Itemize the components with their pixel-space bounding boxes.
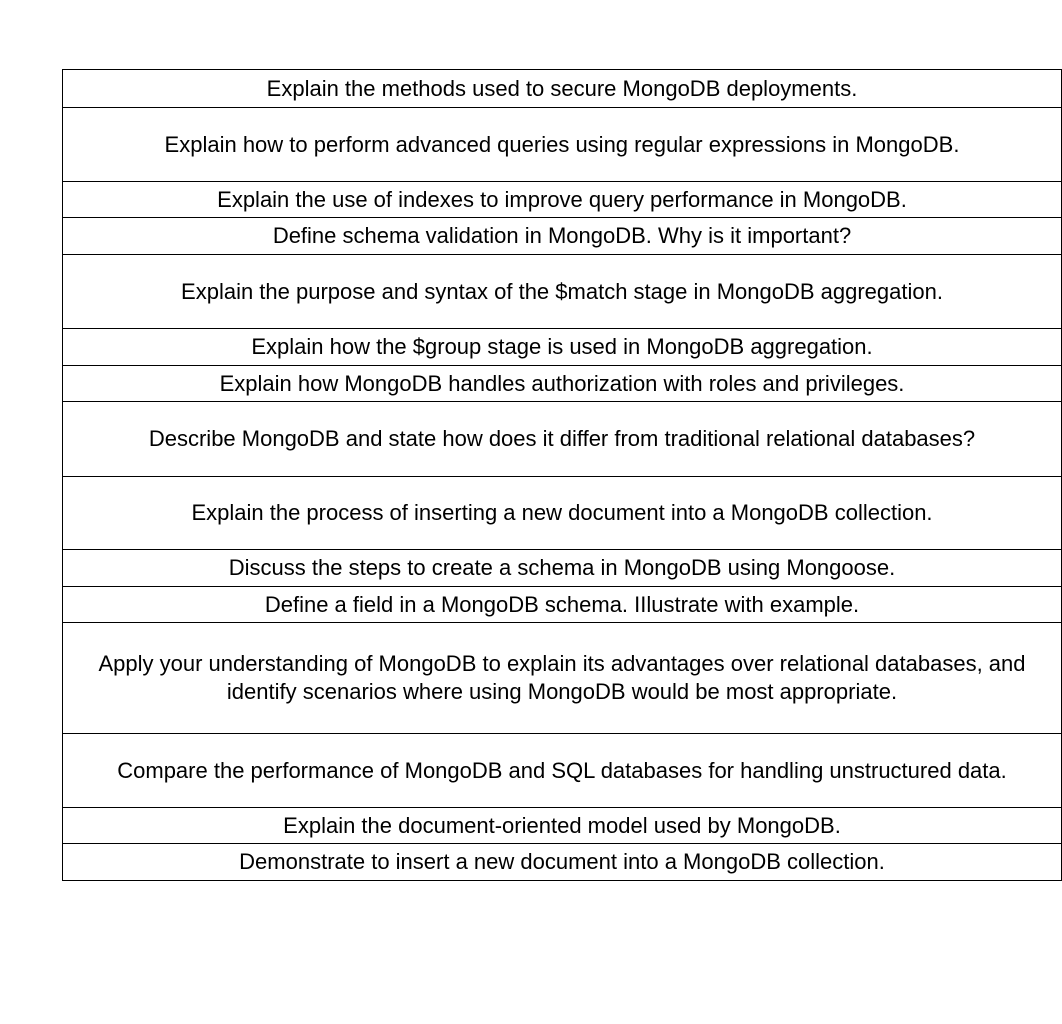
question-cell: Describe MongoDB and state how does it differ from traditional relational databases? (63, 402, 1062, 477)
question-cell: Apply your understanding of MongoDB to explain its advantages over relational databases, and identify scenarios where using MongoDB would be most appropriate. (63, 623, 1062, 734)
table-row (63, 844, 1062, 881)
table-row (63, 182, 1062, 218)
question-cell: Discuss the steps to create a schema in MongoDB using Mongoose. (63, 550, 1062, 587)
table-row (63, 329, 1062, 366)
table-row (63, 108, 1062, 182)
table-row (63, 477, 1062, 550)
question-cell: Explain the use of indexes to improve query performance in MongoDB. (63, 182, 1062, 218)
table-row (63, 734, 1062, 808)
question-cell: Explain how MongoDB handles authorization with roles and privileges. (63, 366, 1062, 402)
question-cell: Explain how to perform advanced queries using regular expressions in MongoDB. (63, 108, 1062, 182)
table-row (63, 255, 1062, 329)
table-row (63, 587, 1062, 623)
question-cell: Define schema validation in MongoDB. Why is it important? (63, 218, 1062, 255)
question-cell: Explain how the $group stage is used in MongoDB aggregation. (63, 329, 1062, 366)
table-row (63, 70, 1062, 108)
table-row (63, 402, 1062, 477)
question-cell: Compare the performance of MongoDB and SQL databases for handling unstructured data. (63, 734, 1062, 808)
question-cell: Explain the purpose and syntax of the $match stage in MongoDB aggregation. (63, 255, 1062, 329)
table-row (63, 623, 1062, 734)
table-row (63, 550, 1062, 587)
table-row (63, 808, 1062, 844)
question-cell: Define a field in a MongoDB schema. IIlustrate with example. (63, 587, 1062, 623)
table-row (63, 218, 1062, 255)
table-row (63, 366, 1062, 402)
question-cell: Explain the methods used to secure MongoDB deployments. (63, 70, 1062, 108)
question-cell: Explain the document-oriented model used by MongoDB. (63, 808, 1062, 844)
question-cell: Explain the process of inserting a new document into a MongoDB collection. (63, 477, 1062, 550)
question-cell: Demonstrate to insert a new document into a MongoDB collection. (63, 844, 1062, 881)
questions-table (62, 69, 1062, 881)
